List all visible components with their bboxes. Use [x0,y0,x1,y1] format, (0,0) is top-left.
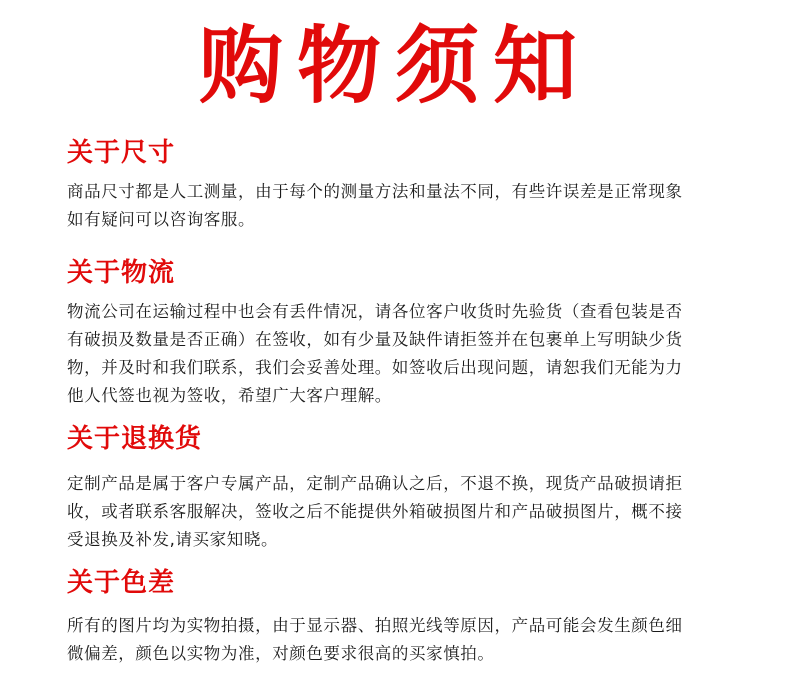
section-returns-line: 受退换及补发,请买家知晓。 [67,530,279,549]
page-title: 购物须知 [198,17,591,115]
section-body-logistics [67,298,727,410]
section-returns-line: 收，或者联系客服解决，签收之后不能提供外箱破损图片和产品破损图片，概不接 [67,502,683,521]
section-returns-line: 定制产品是属于客户专属产品，定制产品确认之后，不退不换，现货产品破损请拒 [67,474,683,493]
section-heading-size: 关于尺寸 [67,138,176,168]
section-body-size [67,178,727,234]
section-body-returns [67,470,727,554]
section-logistics-line: 他人代签也视为签收，希望广大客户理解。 [67,386,392,405]
section-logistics-line: 物流公司在运输过程中也会有丢件情况，请各位客户收货时先验货（查看包装是否 [67,302,683,321]
section-color-difference-line: 所有的图片均为实物拍摄，由于显示器、拍照光线等原因，产品可能会发生颜色细 [67,616,683,635]
section-heading-color-difference: 关于色差 [67,568,176,598]
section-body-color-difference [67,612,727,668]
section-heading-logistics: 关于物流 [67,258,176,288]
section-size-line: 如有疑问可以咨询客服。 [67,210,256,229]
section-logistics-line: 物，并及时和我们联系，我们会妥善处理。如签收后出现问题，请恕我们无能为力 [67,358,683,377]
section-logistics-line: 有破损及数量是否正确）在签收，如有少量及缺件请拒签并在包裹单上写明缺少货 [67,330,683,349]
section-size-line: 商品尺寸都是人工测量，由于每个的测量方法和量法不同，有些许误差是正常现象 [67,182,683,201]
section-color-difference-line: 微偏差，颜色以实物为准，对颜色要求很高的买家慎拍。 [67,644,495,663]
section-heading-returns: 关于退换货 [67,424,203,454]
